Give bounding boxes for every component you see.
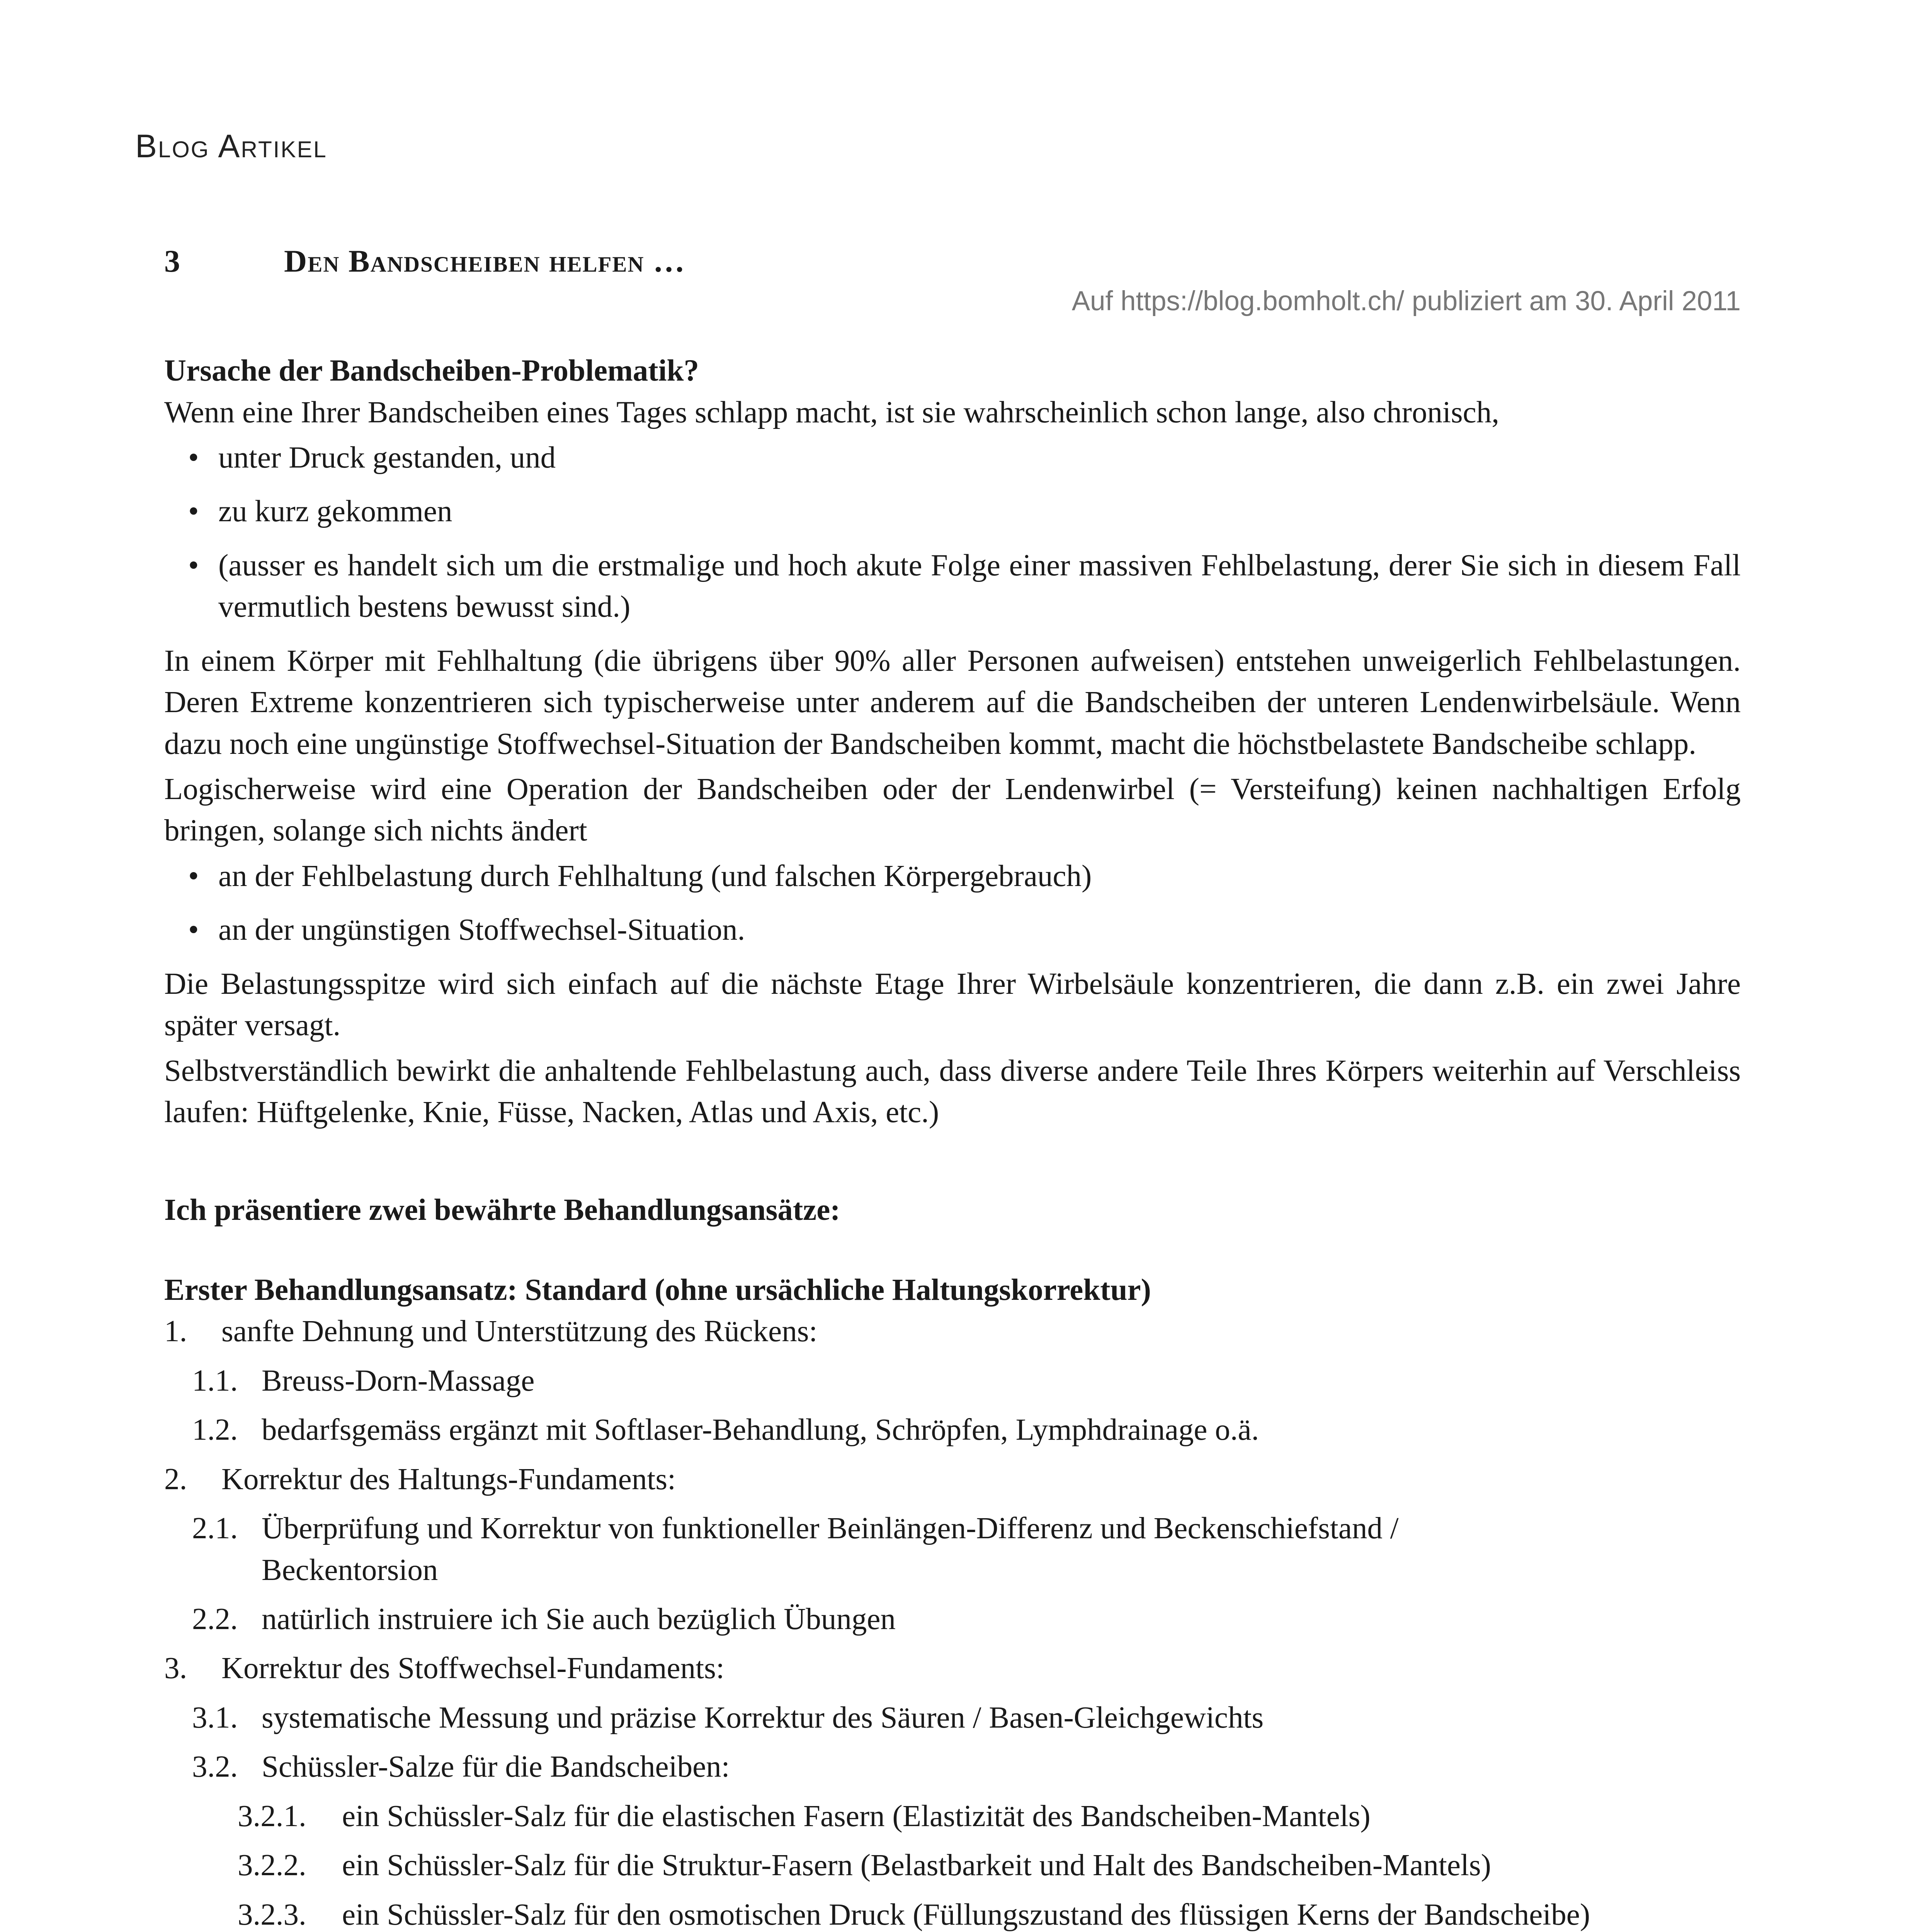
chapter-title: Den Bandscheiben helfen … — [284, 243, 686, 279]
item-number: 1.2. — [192, 1413, 238, 1447]
list-item: • an der Fehlbelastung durch Fehlhaltung (und falschen Körpergebrauch) — [164, 855, 1741, 897]
list-item: • unter Druck gestanden, und — [164, 437, 1741, 478]
list-item — [164, 1746, 1741, 1787]
list-item — [164, 1508, 1741, 1591]
item-number: 3. — [164, 1651, 187, 1685]
item-text: Korrektur des Haltungs-Fundaments: — [221, 1462, 676, 1496]
approach-heading-standard: Erster Behandlungsansatz: Standard (ohne ursächliche Haltungskorrektur) — [164, 1273, 1151, 1307]
list-item — [164, 1360, 1741, 1401]
section-heading-cause: Ursache der Bandscheiben-Problematik? — [164, 354, 699, 388]
section-heading-approaches: Ich präsentiere zwei bewährte Behandlungsansätze: — [164, 1193, 840, 1227]
item-text: systematische Messung und präzise Korrektur des Säuren / Basen-Gleichgewichts — [262, 1701, 1264, 1735]
list-item — [164, 1459, 1741, 1500]
item-number: 1.1. — [192, 1364, 238, 1398]
item-text: Überprüfung und Korrektur von funktioneller Beinlängen-Differenz und Beckenschiefstand / Beckentorsion — [262, 1512, 1399, 1587]
list-item — [164, 1648, 1741, 1689]
list-item — [164, 1845, 1741, 1886]
publication-note: Auf https://blog.bomholt.ch/ publiziert am 30. April 2011 — [1071, 286, 1741, 316]
item-number: 3.2.3. — [238, 1898, 306, 1932]
item-number: 2. — [164, 1462, 187, 1496]
list-item — [164, 1311, 1741, 1352]
item-text: sanfte Dehnung und Unterstützung des Rückens: — [221, 1315, 818, 1349]
item-number: 3.2.1. — [238, 1799, 306, 1833]
list-item — [164, 1409, 1741, 1451]
item-number: 3.2.2. — [238, 1849, 306, 1883]
item-text: Breuss-Dorn-Massage — [262, 1364, 535, 1398]
list-item — [164, 1697, 1741, 1738]
list-item — [164, 1599, 1741, 1640]
chapter-number: 3 — [164, 243, 180, 279]
paragraph-body: Die Belastungsspitze wird sich einfach auf die nächste Etage Ihrer Wirbelsäule konzentrieren, die dann z.B. ein zwei Jahre später versagt. — [164, 967, 1741, 1043]
list-item: • an der ungünstigen Stoffwechsel-Situation. — [164, 909, 1741, 951]
item-text: ein Schüssler-Salz für die Struktur-Fasern (Belastbarkeit und Halt des Bandscheiben-Mantels) — [342, 1849, 1491, 1883]
paragraph-body: In einem Körper mit Fehlhaltung (die übrigens über 90% aller Personen aufweisen) entstehen unweigerlich Fehlbelastungen. Deren Extreme konzentrieren sich typischerweise unter anderem auf die Bandscheiben der unteren Lendenwirbelsäule. Wenn dazu noch eine ungünstige Stoffwechsel-Situation der Bandscheiben kommt, macht die höchstbelastete Bandscheibe schlapp. — [164, 644, 1741, 761]
item-text: natürlich instruiere ich Sie auch bezüglich Übungen — [262, 1602, 896, 1636]
bullet-list-causes — [164, 437, 1741, 628]
item-text: bedarfsgemäss ergänzt mit Softlaser-Behandlung, Schröpfen, Lymphdrainage o.ä. — [262, 1413, 1259, 1447]
chapter-heading — [164, 240, 1741, 283]
bullet-list-conditions — [164, 855, 1741, 951]
paragraph-body: Logischerweise wird eine Operation der Bandscheiben oder der Lendenwirbel (= Versteifung) keinen nachhaltigen Erfolg bringen, solange sich nichts ändert — [164, 772, 1741, 848]
item-number: 3.2. — [192, 1750, 238, 1784]
numbered-list-standard — [164, 1311, 1741, 1932]
paragraph-body: Selbstverständlich bewirkt die anhaltende Fehlbelastung auch, dass diverse andere Teile Ihres Körpers weiterhin auf Verschleiss laufen: Hüftgelenke, Knie, Füsse, Nacken, Atlas und Axis, etc.) — [164, 1054, 1741, 1129]
running-head: Blog Artikel — [135, 128, 327, 164]
paragraph-intro: Wenn eine Ihrer Bandscheiben eines Tages schlapp macht, ist sie wahrscheinlich schon lange, also chronisch, — [164, 395, 1499, 429]
item-text: ein Schüssler-Salz für den osmotischen Druck (Füllungszustand des flüssigen Kerns der Bandscheibe) — [342, 1898, 1590, 1932]
list-item: • (ausser es handelt sich um die erstmalige und hoch akute Folge einer massiven Fehlbelastung, derer Sie sich in diesem Fall vermutlich bestens bewusst sind.) — [164, 545, 1741, 628]
item-number: 3.1. — [192, 1701, 238, 1735]
list-item — [164, 1796, 1741, 1837]
article-body — [164, 240, 1741, 1932]
item-number: 2.1. — [192, 1512, 238, 1546]
list-item: • zu kurz gekommen — [164, 491, 1741, 532]
item-number: 2.2. — [192, 1602, 238, 1636]
item-number: 1. — [164, 1315, 187, 1349]
item-text: Korrektur des Stoffwechsel-Fundaments: — [221, 1651, 724, 1685]
item-text: Schüssler-Salze für die Bandscheiben: — [262, 1750, 730, 1784]
item-text: ein Schüssler-Salz für die elastischen Fasern (Elastizität des Bandscheiben-Mantels) — [342, 1799, 1371, 1833]
list-item — [164, 1894, 1741, 1932]
